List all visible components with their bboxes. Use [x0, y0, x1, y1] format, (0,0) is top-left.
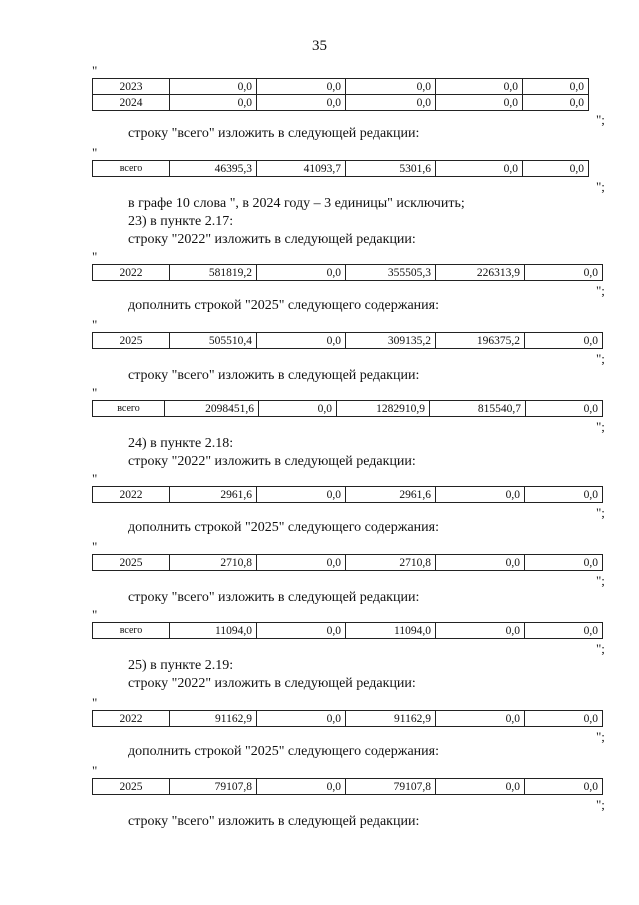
instruction-text: строку "всего" изложить в следующей редакции:	[128, 368, 420, 383]
table-cell: 0,0	[436, 161, 523, 177]
close-quote: ";	[596, 729, 605, 744]
table-cell: 355505,3	[346, 265, 436, 281]
table-cell: всего	[93, 401, 165, 417]
instruction-text: дополнить строкой "2025" следующего содержания:	[128, 298, 439, 313]
table-cell: 0,0	[257, 265, 346, 281]
table-cell: 0,0	[436, 779, 525, 795]
table-cell: 2098451,6	[165, 401, 259, 417]
close-quote: ";	[596, 179, 605, 194]
table-row	[93, 161, 589, 177]
table-cell: 0,0	[346, 95, 436, 111]
table-cell: 79107,8	[346, 779, 436, 795]
table-row	[93, 779, 603, 795]
table-cell: всего	[93, 161, 170, 177]
table-row	[93, 487, 603, 503]
table-cell: 2022	[93, 487, 170, 503]
replacement-row-table	[92, 486, 603, 503]
close-quote: ";	[596, 573, 605, 588]
close-quote: ";	[596, 351, 605, 366]
table-cell: 0,0	[525, 623, 603, 639]
table-cell: 196375,2	[436, 333, 525, 349]
table-cell: 0,0	[436, 95, 523, 111]
table-cell: 1282910,9	[337, 401, 430, 417]
table-cell: 0,0	[257, 779, 346, 795]
open-quote: "	[92, 385, 98, 400]
table-row	[93, 401, 603, 417]
table-cell: 0,0	[170, 79, 257, 95]
table-cell: всего	[93, 623, 170, 639]
open-quote: "	[92, 317, 98, 332]
table-cell: 0,0	[436, 711, 525, 727]
table-cell: 0,0	[525, 487, 603, 503]
replacement-row-table	[92, 622, 603, 639]
table-cell: 2022	[93, 265, 170, 281]
replacement-row-table	[92, 264, 603, 281]
table-cell: 815540,7	[430, 401, 526, 417]
replacement-row-table	[92, 160, 589, 177]
budget-table-top	[92, 78, 589, 111]
table-cell: 46395,3	[170, 161, 257, 177]
open-quote: "	[92, 63, 98, 78]
open-quote: "	[92, 607, 98, 622]
open-quote: "	[92, 763, 98, 778]
table-cell: 5301,6	[346, 161, 436, 177]
page-number: 35	[312, 38, 327, 54]
table-row	[93, 79, 589, 95]
table-cell: 2022	[93, 711, 170, 727]
table-cell: 2025	[93, 333, 170, 349]
open-quote: "	[92, 539, 98, 554]
section-heading: 23) в пункте 2.17:	[128, 214, 234, 229]
table-row	[93, 555, 603, 571]
table-cell: 79107,8	[170, 779, 257, 795]
instruction-text: строку "2022" изложить в следующей редакции:	[128, 454, 416, 469]
table-cell: 2961,6	[346, 487, 436, 503]
table-row	[93, 265, 603, 281]
table-cell: 2025	[93, 555, 170, 571]
close-quote: ";	[596, 283, 605, 298]
replacement-row-table	[92, 710, 603, 727]
table-cell: 0,0	[257, 95, 346, 111]
table-cell: 0,0	[257, 487, 346, 503]
replacement-row-table	[92, 554, 603, 571]
table-cell: 0,0	[257, 711, 346, 727]
table-cell: 91162,9	[346, 711, 436, 727]
table-cell: 0,0	[257, 333, 346, 349]
table-cell: 11094,0	[346, 623, 436, 639]
table-cell: 0,0	[170, 95, 257, 111]
table-cell: 0,0	[346, 79, 436, 95]
table-cell: 0,0	[436, 623, 525, 639]
instruction-text: дополнить строкой "2025" следующего содержания:	[128, 744, 439, 759]
close-quote: ";	[596, 641, 605, 656]
table-cell: 0,0	[525, 779, 603, 795]
section-heading: 24) в пункте 2.18:	[128, 436, 234, 451]
table-cell: 2023	[93, 79, 170, 95]
section-heading: 25) в пункте 2.19:	[128, 658, 234, 673]
replacement-row-table	[92, 332, 603, 349]
table-row	[93, 711, 603, 727]
table-cell: 0,0	[257, 555, 346, 571]
close-quote: ";	[596, 112, 605, 127]
replacement-row-table	[92, 778, 603, 795]
table-row	[93, 333, 603, 349]
table-cell: 0,0	[436, 555, 525, 571]
table-cell: 581819,2	[170, 265, 257, 281]
instruction-text: строку "всего" изложить в следующей редакции:	[128, 126, 420, 141]
table-cell: 0,0	[436, 79, 523, 95]
instruction-text: строку "всего" изложить в следующей редакции:	[128, 814, 420, 829]
table-cell: 0,0	[436, 487, 525, 503]
table-cell: 0,0	[259, 401, 337, 417]
close-quote: ";	[596, 797, 605, 812]
table-cell: 505510,4	[170, 333, 257, 349]
instruction-text: строку "2022" изложить в следующей редакции:	[128, 232, 416, 247]
table-cell: 2710,8	[170, 555, 257, 571]
instruction-text: строку "всего" изложить в следующей редакции:	[128, 590, 420, 605]
table-cell: 91162,9	[170, 711, 257, 727]
table-row	[93, 623, 603, 639]
table-cell: 0,0	[525, 711, 603, 727]
open-quote: "	[92, 695, 98, 710]
table-cell: 226313,9	[436, 265, 525, 281]
table-cell: 11094,0	[170, 623, 257, 639]
close-quote: ";	[596, 419, 605, 434]
table-cell: 0,0	[523, 161, 589, 177]
table-cell: 41093,7	[257, 161, 346, 177]
instruction-text: строку "2022" изложить в следующей редакции:	[128, 676, 416, 691]
table-cell: 0,0	[257, 623, 346, 639]
table-cell: 2024	[93, 95, 170, 111]
table-cell: 2710,8	[346, 555, 436, 571]
table-cell: 0,0	[526, 401, 603, 417]
instruction-text: дополнить строкой "2025" следующего содержания:	[128, 520, 439, 535]
close-quote: ";	[596, 505, 605, 520]
open-quote: "	[92, 145, 98, 160]
table-cell: 0,0	[525, 555, 603, 571]
table-row	[93, 95, 589, 111]
table-cell: 0,0	[525, 333, 603, 349]
open-quote: "	[92, 249, 98, 264]
table-cell: 309135,2	[346, 333, 436, 349]
table-cell: 2025	[93, 779, 170, 795]
table-cell: 0,0	[523, 79, 589, 95]
table-cell: 0,0	[257, 79, 346, 95]
table-cell: 0,0	[525, 265, 603, 281]
instruction-text: в графе 10 слова ", в 2024 году – 3 единицы" исключить;	[128, 196, 465, 211]
open-quote: "	[92, 471, 98, 486]
table-cell: 0,0	[523, 95, 589, 111]
replacement-row-table	[92, 400, 603, 417]
table-cell: 2961,6	[170, 487, 257, 503]
